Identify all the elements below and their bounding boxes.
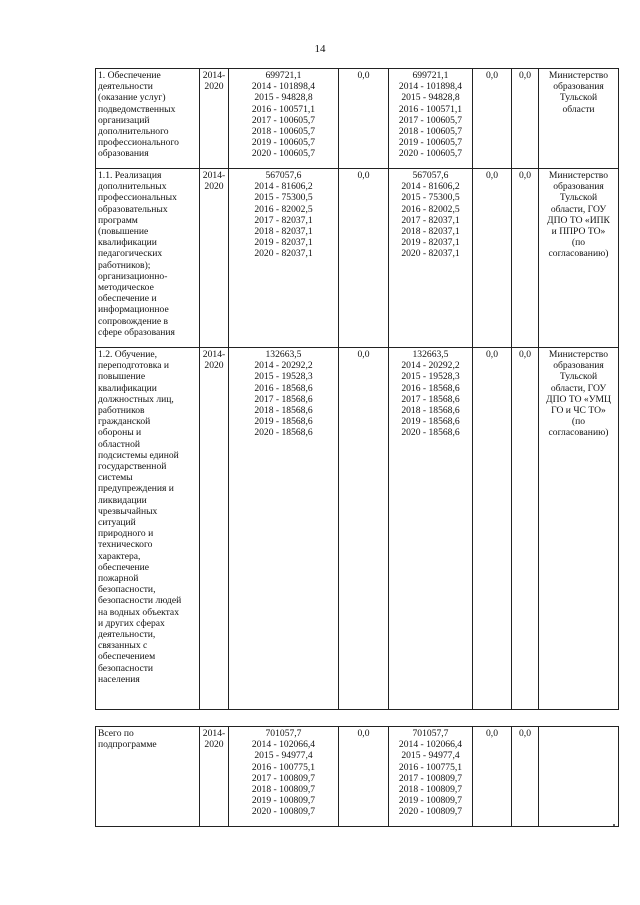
executor-cell-line: области [562,103,595,115]
municipal-funding-cell: 0,0 [473,169,512,348]
total-funding-cell-line: 699721,1 [265,70,302,81]
total-funding-cell-line: 2018 - 100605,7 [251,126,316,138]
executor-cell [539,348,619,710]
measure-name-cell [96,169,200,348]
regional-funding-cell-line: 2020 - 100809,7 [398,806,463,818]
table-row [96,727,619,827]
regional-funding-cell-line: 2015 - 94977,4 [401,750,460,762]
total-funding-cell-line: 567057,6 [265,170,302,181]
measure-name-cell-line: методическое [98,282,154,294]
period-cell-line: 2014- [202,728,226,739]
measure-name-cell-line: деятельности, [98,629,156,641]
regional-funding-cell-line: 2015 - 19528,3 [401,371,460,383]
measure-name-cell-line: работников); [98,259,151,271]
regional-funding-cell [389,727,473,827]
federal-funding-cell: 0,0 [339,169,389,348]
total-funding-cell-line: 2014 - 101898,4 [251,81,316,93]
regional-funding-cell-line: 2014 - 102066,4 [398,739,463,751]
regional-funding-cell-line: 2016 - 82002,5 [401,203,460,215]
total-funding-cell-line: 2019 - 82037,1 [254,237,313,249]
scan-dot [613,824,615,826]
regional-funding-cell-line: 2020 - 82037,1 [401,248,460,260]
measure-name-cell [96,348,200,710]
measure-name-cell-line: повышение [98,371,146,383]
measure-name-cell-line: переподготовка и [98,360,170,372]
executor-cell-line: Тульской [559,371,598,383]
total-funding-cell-line: 2017 - 100605,7 [251,114,316,126]
total-funding-cell-line: 2019 - 100605,7 [251,137,316,149]
total-funding-cell-line: 2019 - 18568,6 [254,416,313,428]
total-funding-cell [229,169,339,348]
measure-name-cell-line: безопасности людей [98,595,182,607]
total-funding-cell-line: 2017 - 82037,1 [254,214,313,226]
regional-funding-cell-line: 2014 - 101898,4 [398,81,463,93]
total-funding-cell-line: 2018 - 82037,1 [254,226,313,238]
other-funding-cell: 0,0 [512,169,539,348]
regional-funding-cell-line: 2018 - 18568,6 [401,405,460,417]
other-funding-cell: 0,0 [512,348,539,710]
program-measures-table [95,68,619,710]
executor-cell-line: Министерство [548,170,609,181]
measure-name-cell-line: организаций [98,114,150,126]
measure-name-cell [96,727,200,827]
executor-cell-line: образования [553,81,604,93]
regional-funding-cell-line: 701057,7 [412,728,449,739]
total-funding-cell-line: 2016 - 18568,6 [254,382,313,394]
measure-name-cell-line: обеспечением [98,651,156,663]
executor-cell-line: согласованию) [548,248,609,260]
municipal-funding-cell: 0,0 [473,69,512,169]
municipal-funding-cell: 0,0 [473,727,512,827]
executor-cell-line: согласованию) [548,427,609,439]
regional-funding-cell-line: 567057,6 [412,170,449,181]
regional-funding-cell [389,169,473,348]
total-funding-cell-line: 2014 - 20292,2 [254,360,313,372]
regional-funding-cell-line: 2016 - 100775,1 [398,761,463,773]
total-funding-cell-line: 2016 - 82002,5 [254,203,313,215]
total-funding-cell-line: 2016 - 100571,1 [251,103,316,115]
executor-cell-line: Тульской [559,92,598,104]
total-funding-cell-line: 2020 - 82037,1 [254,248,313,260]
total-funding-cell-line: 2015 - 75300,5 [254,192,313,204]
measure-name-cell-line: на водных объектах [98,606,179,618]
measure-name-cell-line: образования [98,148,149,160]
regional-funding-cell-line: 2020 - 100605,7 [398,148,463,160]
executor-cell-line: образования [553,181,604,193]
executor-cell [539,169,619,348]
measures-rows [96,69,619,710]
regional-funding-cell-line: 132663,5 [412,349,449,360]
federal-funding-cell: 0,0 [339,727,389,827]
measure-name-cell-line: связанных с [98,640,148,652]
measure-name-cell-line: обеспечение и [98,293,157,305]
period-cell-line: 2020 [204,739,224,751]
subprogram-total-table [95,726,619,827]
other-funding-cell: 0,0 [512,727,539,827]
measure-name-cell-line: областной [98,438,141,450]
regional-funding-cell-line: 2017 - 100605,7 [398,114,463,126]
measure-name-cell-line: чрезвычайных [98,505,158,517]
measure-name-cell-line: дополнительных [98,181,167,193]
measure-name-cell-line: 1. Обеспечение [98,70,161,81]
executor-cell-line: области, ГОУ [550,382,607,394]
total-funding-cell-line: 2015 - 19528,3 [254,371,313,383]
measure-name-cell-line: профессионального [98,137,179,149]
regional-funding-cell-line: 699721,1 [412,70,449,81]
measure-name-cell-line: 1.1. Реализация [98,170,162,181]
total-rows [96,727,619,827]
measure-name-cell-line: подведомственных [98,103,176,115]
executor-cell-line: Министерство [548,349,609,360]
measure-name-cell-line: программ [98,214,138,226]
executor-cell-line: Тульской [559,192,598,204]
period-cell-line: 2014- [202,170,226,181]
executor-cell-line: ДПО ТО «УМЦ [546,393,611,405]
total-funding-cell-line: 2018 - 18568,6 [254,405,313,417]
regional-funding-cell-line: 2017 - 18568,6 [401,393,460,405]
executor-cell-line: ДПО ТО «ИПК [547,214,610,226]
total-funding-cell-line: 2020 - 18568,6 [254,427,313,439]
page-number: 14 [314,43,326,55]
regional-funding-cell-line: 2018 - 82037,1 [401,226,460,238]
regional-funding-cell-line: 2017 - 100809,7 [398,772,463,784]
executor-cell-line: ГО и ЧС ТО» [551,405,606,417]
total-funding-cell-line: 2016 - 100775,1 [251,761,316,773]
regional-funding-cell-line: 2016 - 18568,6 [401,382,460,394]
period-cell [200,727,229,827]
executor-cell-line: Министерство [548,70,609,81]
federal-funding-cell: 0,0 [339,69,389,169]
regional-funding-cell-line: 2016 - 100571,1 [398,103,463,115]
period-cell-line: 2014- [202,70,226,81]
measure-name-cell [96,69,200,169]
measure-name-cell-line: должностных лиц, [98,393,174,405]
regional-funding-cell-line: 2018 - 100809,7 [398,784,463,796]
measure-name-cell-line: гражданской [98,416,151,428]
measure-name-cell-line: безопасности, [98,584,156,596]
measure-name-cell-line: информационное [98,304,169,316]
measure-name-cell-line: технического [98,539,153,551]
measure-name-cell-line: Всего по [98,728,134,739]
period-cell-line: 2020 [204,181,224,193]
regional-funding-cell-line: 2017 - 82037,1 [401,214,460,226]
regional-funding-cell-line: 2019 - 82037,1 [401,237,460,249]
measure-name-cell-line: ликвидации [98,494,147,506]
measure-name-cell-line: подсистемы единой [98,449,179,461]
measure-name-cell-line: пожарной [98,573,139,585]
regional-funding-cell-line: 2019 - 100809,7 [398,795,463,807]
period-cell-line: 2020 [204,360,224,372]
period-cell [200,169,229,348]
executor-cell-line: (по [571,237,586,249]
period-cell [200,69,229,169]
measure-name-cell-line: деятельности [98,81,153,93]
measure-name-cell-line: образовательных [98,203,168,215]
total-funding-cell [229,727,339,827]
total-funding-cell-line: 2014 - 102066,4 [251,739,316,751]
regional-funding-cell-line: 2020 - 18568,6 [401,427,460,439]
measure-name-cell-line: квалификации [98,382,157,394]
executor-cell-line: образования [553,360,604,372]
regional-funding-cell-line: 2018 - 100605,7 [398,126,463,138]
regional-funding-cell-line: 2014 - 81606,2 [401,181,460,193]
period-cell-line: 2020 [204,81,224,93]
regional-funding-cell [389,348,473,710]
measure-name-cell-line: системы [98,472,133,484]
regional-funding-cell-line: 2019 - 100605,7 [398,137,463,149]
total-funding-cell-line: 2014 - 81606,2 [254,181,313,193]
measure-name-cell-line: организационно- [98,270,168,282]
measure-name-cell-line: дополнительного [98,126,169,138]
total-funding-cell-line: 701057,7 [265,728,302,739]
executor-cell [539,69,619,169]
measure-name-cell-line: безопасности [98,662,154,674]
total-funding-cell [229,69,339,169]
measure-name-cell-line: и других сферах [98,617,165,629]
total-funding-cell-line: 2015 - 94828,8 [254,92,313,104]
measure-name-cell-line: подпрограмме [98,739,157,751]
period-cell-line: 2014- [202,349,226,360]
measure-name-cell-line: педагогических [98,248,163,260]
measure-name-cell-line: государственной [98,461,167,473]
municipal-funding-cell: 0,0 [473,348,512,710]
total-funding-cell [229,348,339,710]
measure-name-cell-line: работников [98,405,145,417]
measure-name-cell-line: природного и [98,528,154,540]
period-cell [200,348,229,710]
regional-funding-cell-line: 2015 - 94828,8 [401,92,460,104]
measure-name-cell-line: 1.2. Обучение, [98,349,158,360]
regional-funding-cell [389,69,473,169]
measure-name-cell-line: квалификации [98,237,157,249]
measure-name-cell-line: характера, [98,550,141,562]
executor-cell-line: (по [571,416,586,428]
table-row [96,348,619,710]
total-funding-cell-line: 2020 - 100605,7 [251,148,316,160]
executor-cell [539,727,619,827]
measure-name-cell-line: обеспечение [98,561,150,573]
total-funding-cell-line: 2017 - 18568,6 [254,393,313,405]
measure-name-cell-line: населения [98,673,140,685]
other-funding-cell: 0,0 [512,69,539,169]
measure-name-cell-line: профессиональных [98,192,177,204]
measure-name-cell-line: сопровождение в [98,315,169,327]
federal-funding-cell: 0,0 [339,348,389,710]
measure-name-cell-line: предупреждения и [98,483,174,495]
total-funding-cell-line: 2018 - 100809,7 [251,784,316,796]
measure-name-cell-line: обороны и [98,427,142,439]
measure-name-cell-line: ситуаций [98,517,136,529]
table-row [96,169,619,348]
executor-cell-line: области, ГОУ [550,203,607,215]
regional-funding-cell-line: 2019 - 18568,6 [401,416,460,428]
table-row [96,69,619,169]
regional-funding-cell-line: 2015 - 75300,5 [401,192,460,204]
executor-cell-line: и ППРО ТО» [551,226,606,238]
total-funding-cell-line: 132663,5 [265,349,302,360]
total-funding-cell-line: 2017 - 100809,7 [251,772,316,784]
regional-funding-cell-line: 2014 - 20292,2 [401,360,460,372]
measure-name-cell-line: (повышение [98,226,149,238]
measure-name-cell-line: сфере образования [98,326,175,338]
measure-name-cell-line: (оказание услуг) [98,92,166,104]
total-funding-cell-line: 2015 - 94977,4 [254,750,313,762]
total-funding-cell-line: 2019 - 100809,7 [251,795,316,807]
total-funding-cell-line: 2020 - 100809,7 [251,806,316,818]
